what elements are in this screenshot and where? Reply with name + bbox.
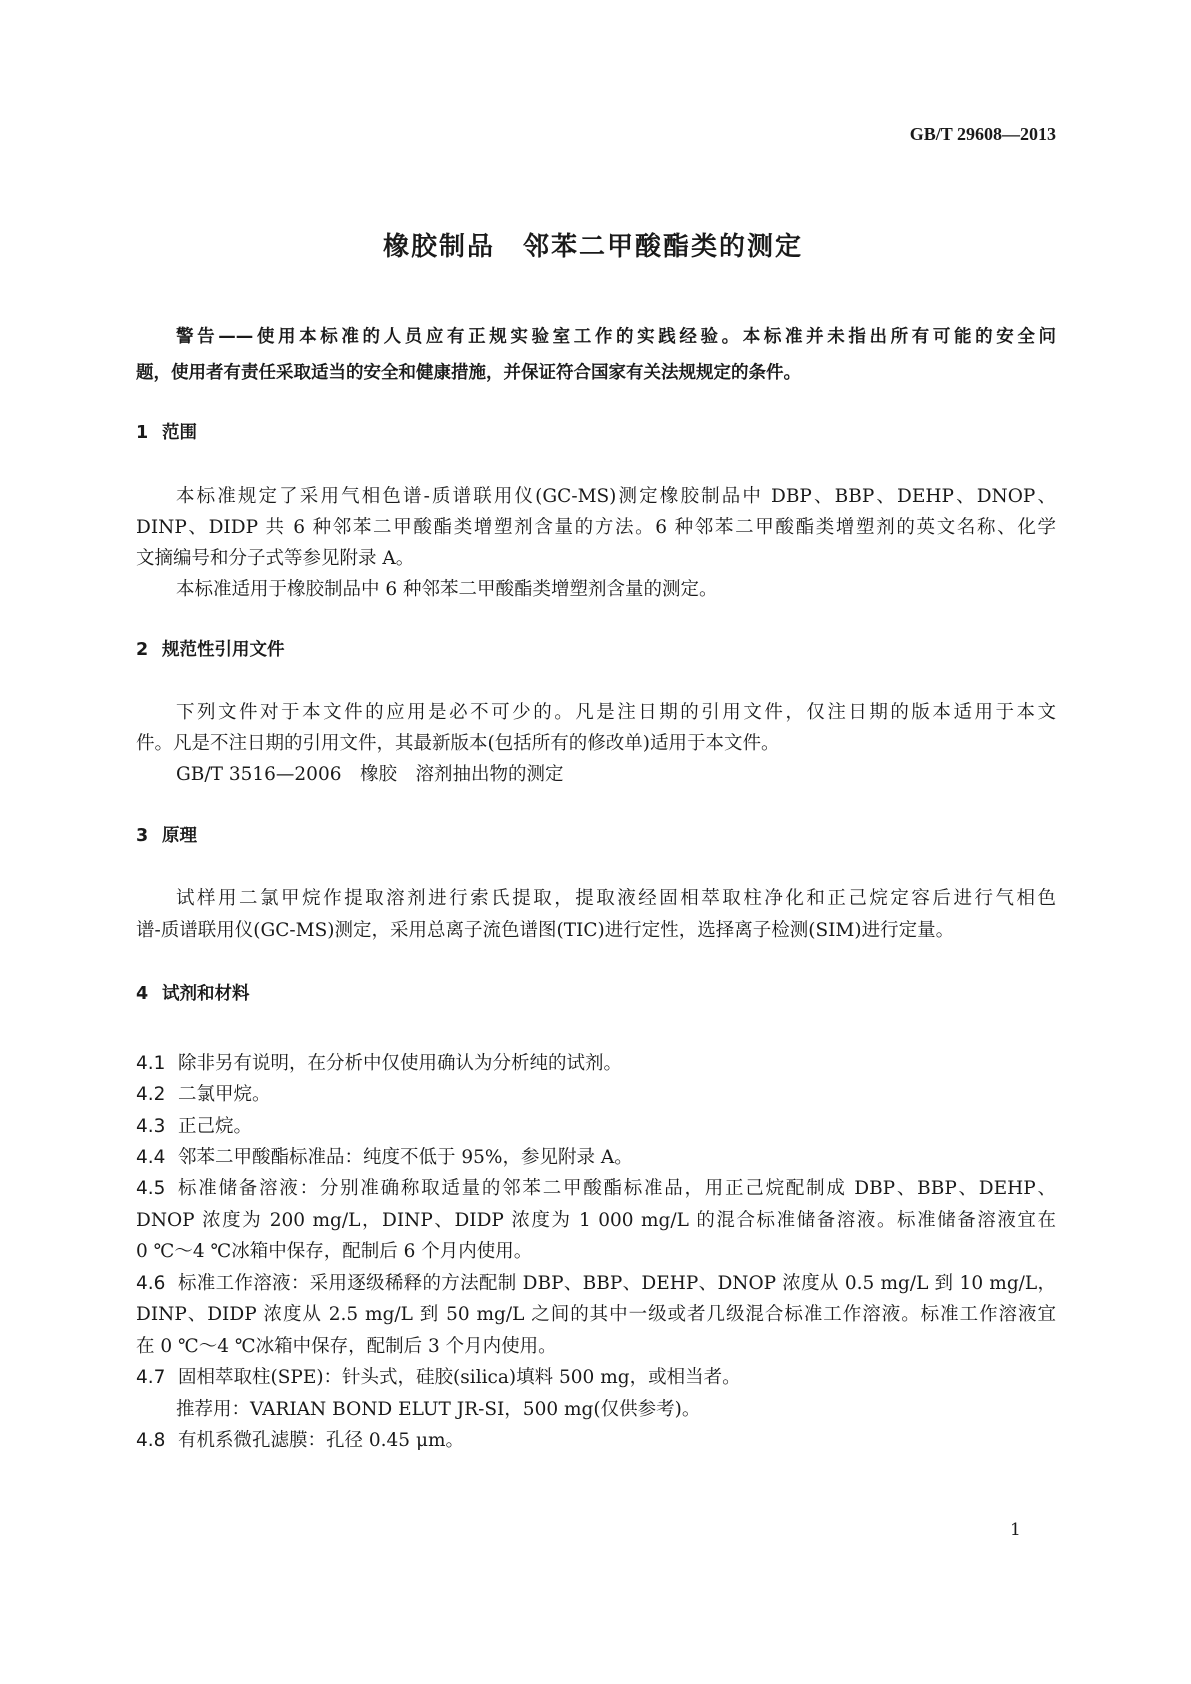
section-heading-normative-references — [136, 637, 1056, 663]
standard-code: GB/T 29608—2013 — [909, 124, 1056, 144]
list-item — [136, 1051, 1056, 1077]
warning-line: 题，使用者有责任采取适当的安全和健康措施，并保证符合国家有关法规规定的条件。 — [136, 363, 801, 383]
item-number: 4.8 — [136, 1430, 166, 1451]
paragraph-line: 谱-质谱联用仪(GC-MS)测定，采用总离子流色谱图(TIC)进行定性，选择离子检测(SIM)进行定量。 — [136, 920, 955, 941]
list-item — [136, 1365, 1056, 1391]
list-item — [136, 1176, 1056, 1202]
item-text: 固相萃取柱(SPE)：针头式，硅胶(silica)填料 500 mg，或相当者。 — [178, 1367, 741, 1388]
item-text: 有机系微孔滤膜：孔径 0.45 μm。 — [178, 1430, 465, 1451]
item-continuation: 0 ℃～4 ℃冰箱中保存，配制后 6 个月内使用。 — [136, 1241, 533, 1262]
list-item — [136, 1145, 1056, 1171]
item-number: 4.6 — [136, 1273, 166, 1294]
list-item — [136, 1082, 1056, 1108]
paragraph-line: 本标准适用于橡胶制品中 6 种邻苯二甲酸酯类增塑剂含量的测定。 — [176, 579, 718, 600]
warning-line: 警告——使用本标准的人员应有正规实验室工作的实践经验。本标准并未指出所有可能的安全问 — [176, 327, 1056, 347]
section-heading-principle — [136, 823, 1056, 849]
item-text: 除非另有说明，在分析中仅使用确认为分析纯的试剂。 — [178, 1053, 623, 1074]
section-heading-scope — [136, 420, 1056, 446]
page-number: 1 — [1010, 1520, 1021, 1540]
section-heading-reagents — [136, 981, 1056, 1007]
list-item — [136, 1428, 1056, 1454]
paragraph-line: 试样用二氯甲烷作提取溶剂进行索氏提取，提取液经固相萃取柱净化和正己烷定容后进行气相色 — [176, 888, 1056, 909]
section-number: 1 — [136, 423, 149, 443]
item-number: 4.7 — [136, 1367, 166, 1388]
item-text: 二氯甲烷。 — [178, 1084, 271, 1105]
section-number: 3 — [136, 826, 149, 846]
item-number: 4.1 — [136, 1053, 166, 1074]
item-text: 邻苯二甲酸酯标准品：纯度不低于 95%，参见附录 A。 — [178, 1147, 633, 1168]
document-title: 橡胶制品 邻苯二甲酸酯类的测定 — [382, 232, 803, 262]
item-number: 4.5 — [136, 1178, 166, 1199]
item-number: 4.4 — [136, 1147, 166, 1168]
paragraph-line: DINP、DIDP 共 6 种邻苯二甲酸酯类增塑剂含量的方法。6 种邻苯二甲酸酯类增塑剂的英文名称、化学 — [136, 517, 1056, 538]
paragraph-line: 件。凡是不注日期的引用文件，其最新版本(包括所有的修改单)适用于本文件。 — [136, 733, 780, 754]
section-title: 试剂和材料 — [162, 984, 250, 1004]
item-text: 标准储备溶液：分别准确称取适量的邻苯二甲酸酯标准品，用正己烷配制成 DBP、BBP、DEHP、 — [178, 1178, 1056, 1199]
section-title: 规范性引用文件 — [162, 640, 285, 660]
section-number: 4 — [136, 984, 149, 1004]
reference-entry: GB/T 3516—2006 橡胶 溶剂抽出物的测定 — [176, 764, 564, 785]
item-continuation: 在 0 ℃～4 ℃冰箱中保存，配制后 3 个月内使用。 — [136, 1336, 557, 1357]
item-number: 4.2 — [136, 1084, 166, 1105]
list-item — [136, 1271, 1056, 1297]
item-continuation: 推荐用：VARIAN BOND ELUT JR-SI，500 mg(仅供参考)。 — [176, 1399, 701, 1420]
item-continuation: DINP、DIDP 浓度从 2.5 mg/L 到 50 mg/L 之间的其中一级或者几级混合标准工作溶液。标准工作溶液宜 — [136, 1304, 1056, 1325]
item-number: 4.3 — [136, 1116, 166, 1137]
item-text: 正己烷。 — [178, 1116, 253, 1137]
list-item — [136, 1114, 1056, 1140]
paragraph-line: 文摘编号和分子式等参见附录 A。 — [136, 548, 415, 569]
item-continuation: DNOP 浓度为 200 mg/L，DINP、DIDP 浓度为 1 000 mg/L 的混合标准储备溶液。标准储备溶液宜在 — [136, 1210, 1056, 1231]
section-title: 范围 — [162, 423, 197, 443]
item-text: 标准工作溶液：采用逐级稀释的方法配制 DBP、BBP、DEHP、DNOP 浓度从 0.5 mg/L 到 10 mg/L， — [178, 1273, 1056, 1294]
section-title: 原理 — [162, 826, 197, 846]
paragraph-line: 本标准规定了采用气相色谱-质谱联用仪(GC-MS)测定橡胶制品中 DBP、BBP、DEHP、DNOP、 — [176, 486, 1056, 507]
section-number: 2 — [136, 640, 149, 660]
paragraph-line: 下列文件对于本文件的应用是必不可少的。凡是注日期的引用文件，仅注日期的版本适用于本文 — [176, 702, 1056, 723]
